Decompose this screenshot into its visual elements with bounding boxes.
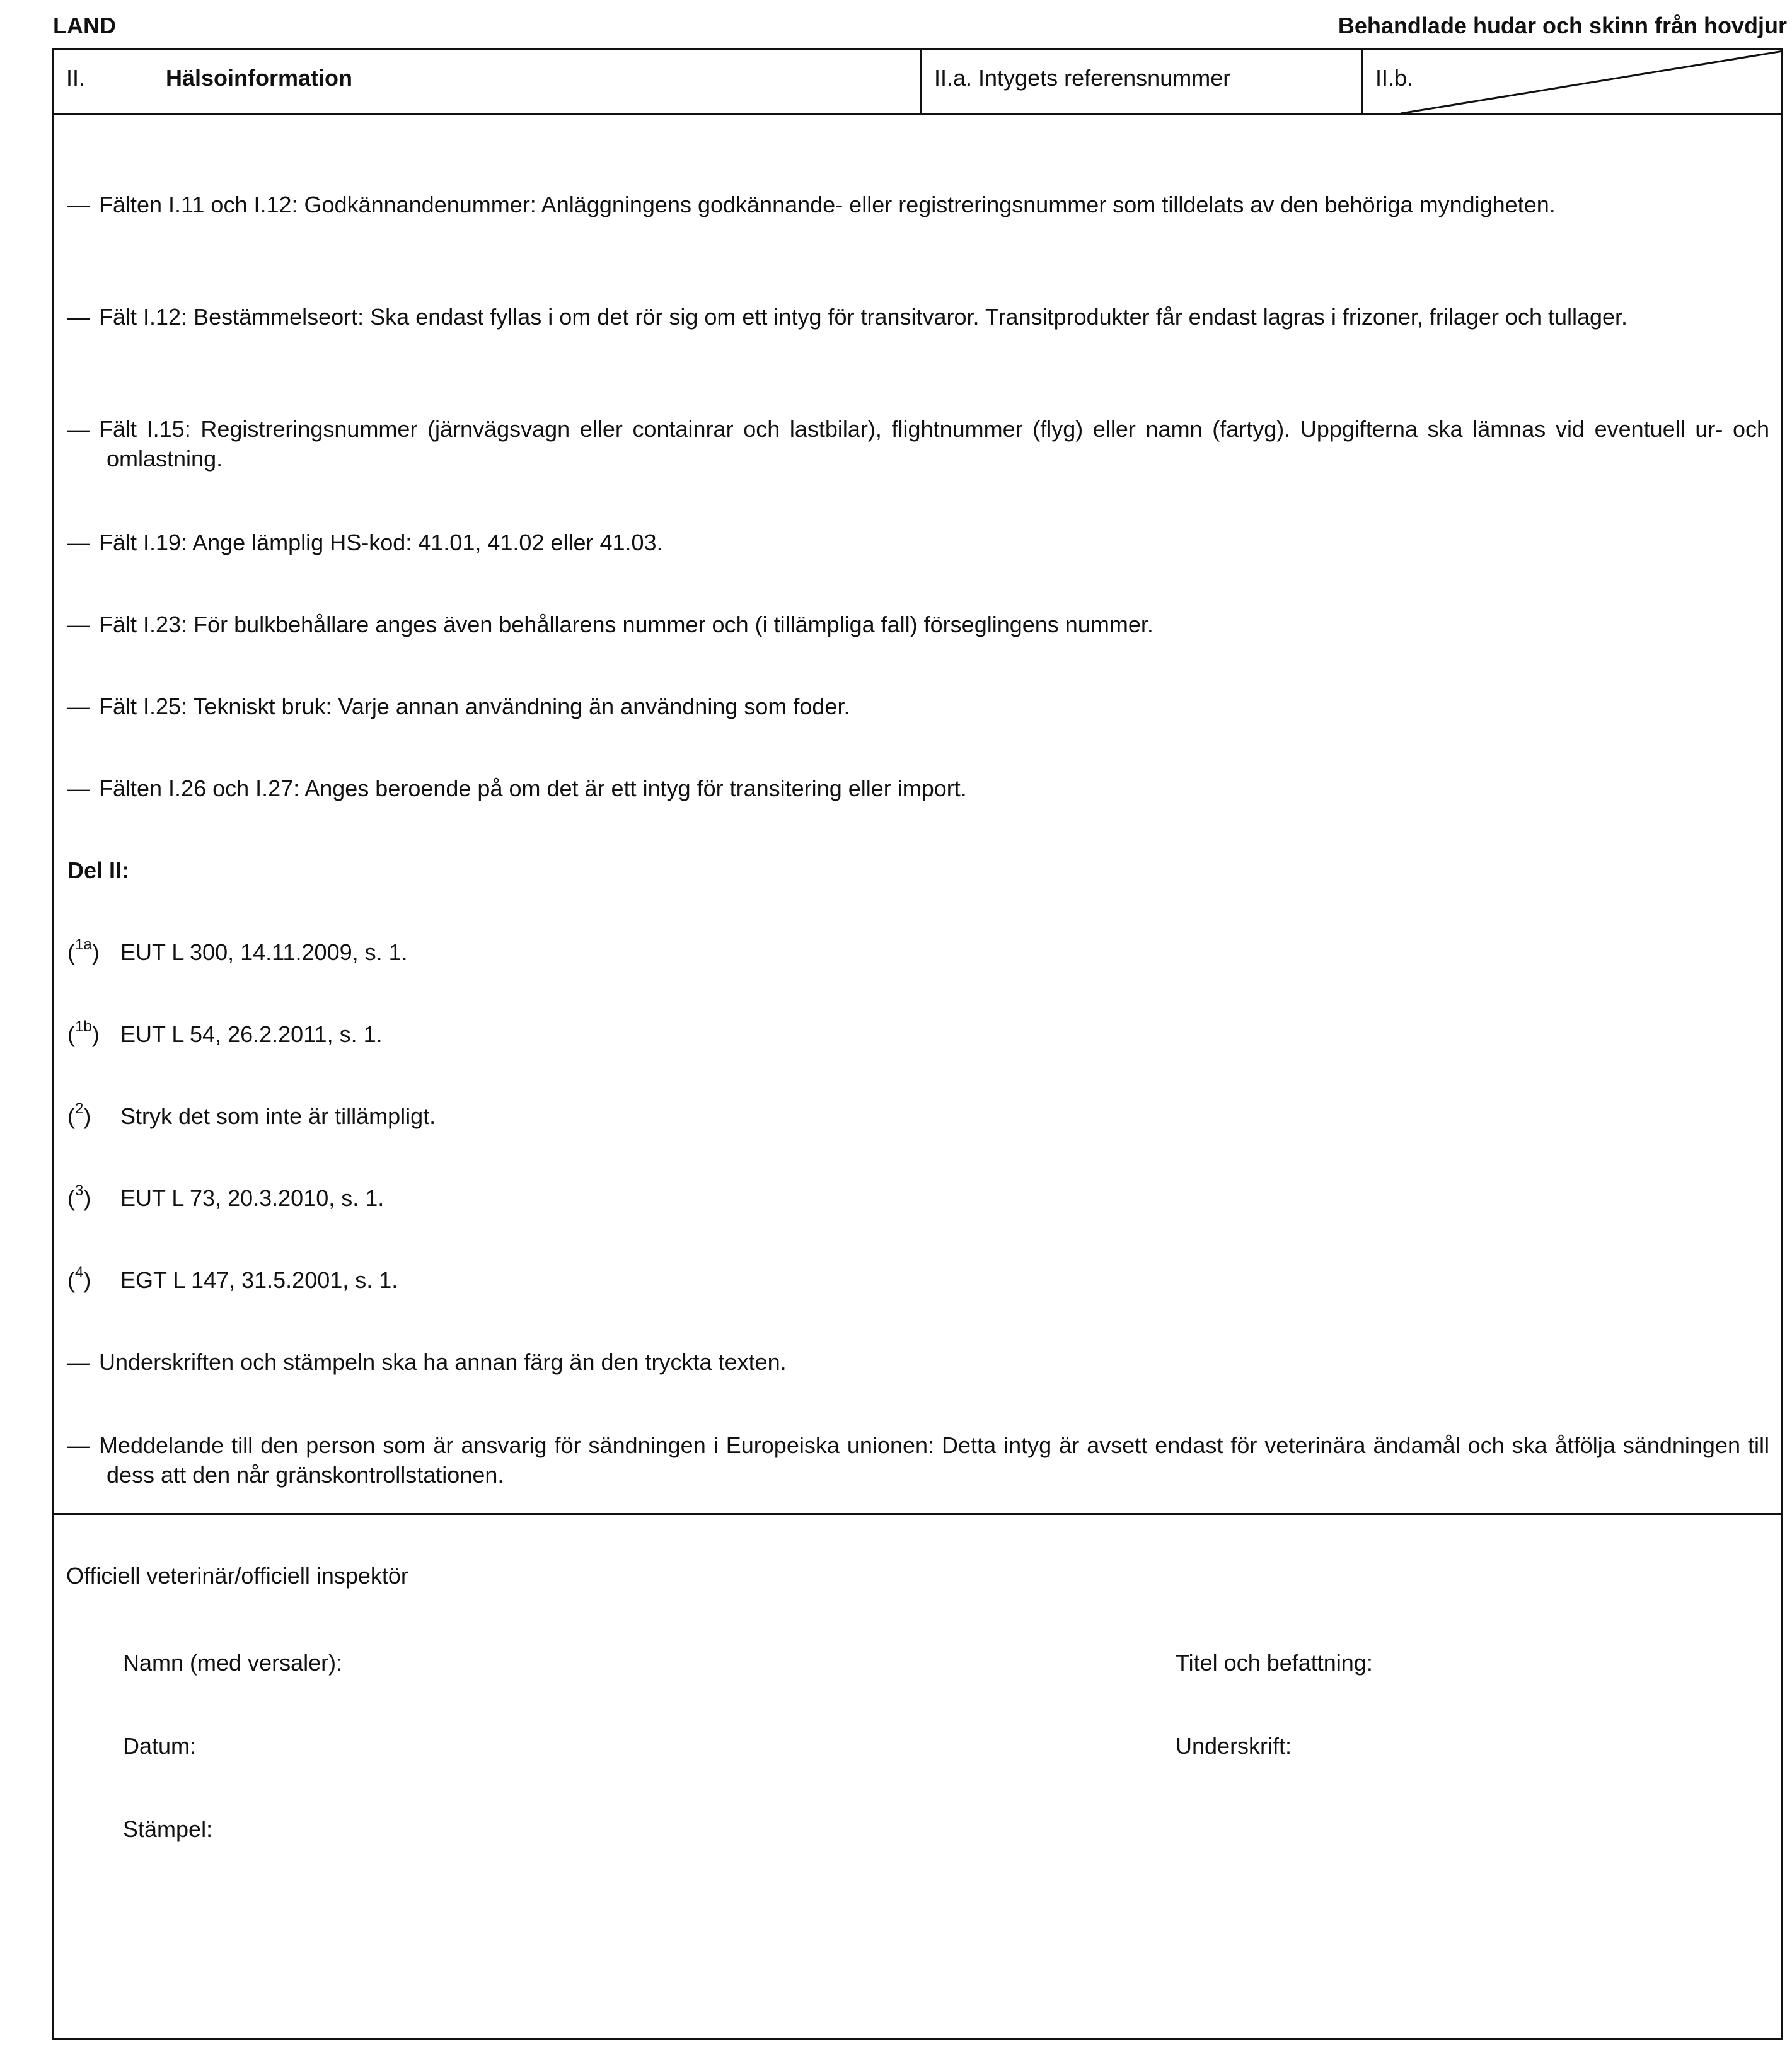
reference-number-label: II.a. Intygets referensnummer <box>934 65 1231 91</box>
note-item: — Fält I.15: Registreringsnummer (järnvägsvagn eller containrar och lastbilar), flightnummer (flyg) eller namn (fartyg). Uppgifterna ska lämnas vid eventuell ur- och omlastning. <box>67 416 1769 472</box>
section-title: Hälsoinformation <box>166 65 353 91</box>
date-field-label: Datum: <box>123 1733 197 1759</box>
footnote: ($^3$) EUT L 73, 20.3.2010, s. 1. <box>67 1182 384 1211</box>
note-item: — Meddelande till den person som är ansvarig för sändningen i Europeiska unionen: Detta intyg är avsett endast för veterinära ändamål och ska åtfölja sändningen till dess att den når gränskontrollstationen. <box>67 1432 1769 1488</box>
section-title-cell <box>54 50 922 113</box>
section-number: II. <box>66 65 86 91</box>
note-item: — Fälten I.11 och I.12: Godkännandenummer: Anläggningens godkännande- eller registreringsnummer som tilldelats av den behöriga myndigheten. <box>67 192 1556 217</box>
certificate-frame <box>52 48 1783 2040</box>
official-label: Officiell veterinär/officiell inspektör <box>66 1563 408 1589</box>
name-field-label: Namn (med versaler): <box>123 1650 343 1676</box>
note-item: — Fält I.12: Bestämmelseort: Ska endast fyllas i om det rör sig om ett intyg för transitvaror. Transitprodukter får endast lagras i frizoner, frilager och tullager. <box>67 304 1628 330</box>
note-item: — Fält I.19: Ange lämplig HS-kod: 41.01, 41.02 eller 41.03. <box>67 530 663 555</box>
footnote: ($^4$) EGT L 147, 31.5.2001, s. 1. <box>67 1264 398 1293</box>
signature-field-label: Underskrift: <box>1176 1733 1292 1759</box>
footnote: ($^{1b}$) EUT L 54, 26.2.2011, s. 1. <box>67 1018 383 1047</box>
stamp-field-label: Stämpel: <box>123 1816 213 1842</box>
part-ii-heading: Del II: <box>67 857 130 883</box>
country-label: LAND <box>53 13 116 38</box>
footnote: ($^2$) Stryk det som inte är tillämpligt. <box>67 1100 436 1129</box>
iib-label: II.b. <box>1375 65 1414 91</box>
note-item: — Underskriften och stämpeln ska ha annan färg än den tryckta texten. <box>67 1349 787 1375</box>
reference-number-cell <box>922 50 1363 113</box>
note-item: — Fält I.23: För bulkbehållare anges även behållarens nummer och (i tillämpliga fall) förseglingens nummer. <box>67 611 1153 637</box>
note-item: — Fälten I.26 och I.27: Anges beroende på om det är ett intyg för transitering eller import. <box>67 775 967 801</box>
diagonal-line <box>1363 50 1783 115</box>
document-title: Behandlade hudar och skinn från hovdjur <box>1338 13 1787 38</box>
note-item: — Fält I.25: Tekniskt bruk: Varje annan användning än användning som foder. <box>67 693 850 719</box>
title-field-label: Titel och befattning: <box>1176 1650 1373 1676</box>
form-header-row <box>54 50 1781 115</box>
footnote: ($^{1a}$) EUT L 300, 14.11.2009, s. 1. <box>67 936 408 965</box>
notes-section <box>54 115 1781 1515</box>
iib-cell <box>1363 50 1783 113</box>
signature-section <box>54 1515 1781 2042</box>
